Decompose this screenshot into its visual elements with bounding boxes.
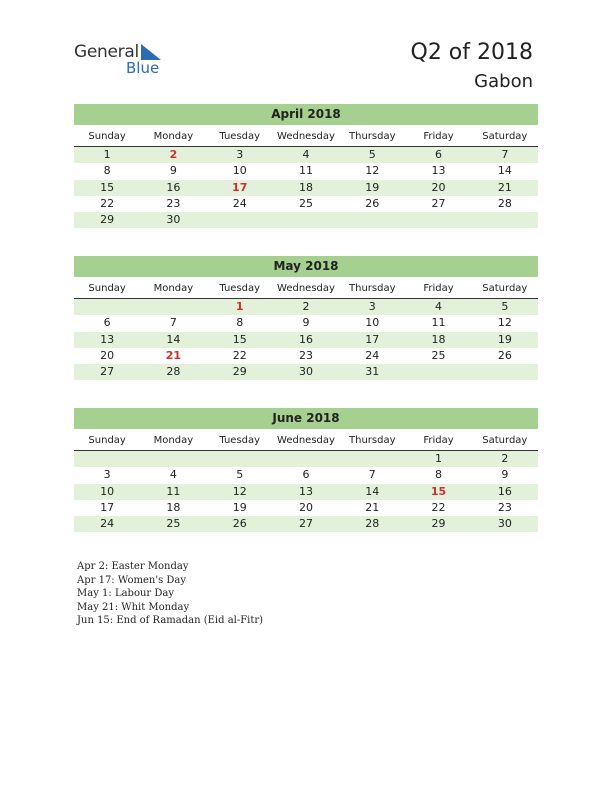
page-title: Q2 of 2018 [410,40,533,65]
day-cell: 5 [501,300,509,313]
month-header: May 2018 [74,256,538,277]
day-cell: 3 [368,300,376,313]
weekday-label: Wednesday [277,283,335,294]
holiday-day-cell: 2 [169,148,178,161]
day-cell: 12 [365,164,380,178]
day-cell: 17 [100,500,115,514]
day-cell: 26 [497,348,512,362]
day-cell: 28 [365,517,380,531]
holiday-day-cell: 17 [232,180,248,194]
day-cell: 14 [166,332,181,346]
day-cell: 23 [166,196,181,210]
day-cell: 11 [431,316,446,330]
day-cell: 14 [365,484,380,498]
logo [74,42,174,82]
day-cell: 7 [501,148,509,161]
day-cell: 16 [497,484,512,498]
day-cell: 8 [435,468,443,482]
day-cell: 18 [166,500,181,514]
week-row [74,364,538,380]
weekday-label: Thursday [349,435,396,446]
day-cell: 14 [497,164,512,178]
weekday-label: Wednesday [277,435,335,446]
day-cell: 9 [302,316,310,330]
month-header: April 2018 [74,104,538,125]
day-cell: 9 [169,164,177,178]
day-cell: 19 [365,180,380,194]
day-cell: 4 [169,468,177,482]
day-cell: 27 [431,196,446,210]
day-cell: 22 [100,196,115,210]
day-cell [273,451,339,467]
week-row [74,196,538,212]
day-cell: 2 [302,300,310,313]
day-cell: 15 [100,180,115,194]
day-cell: 11 [298,164,313,178]
day-cell: 4 [435,300,443,313]
day-cell: 17 [365,332,380,346]
day-cell: 13 [431,164,446,178]
month-calendar [74,408,538,532]
day-cell: 23 [497,500,512,514]
day-cell: 27 [298,517,313,531]
logo-general-text: General [74,42,139,62]
day-cell [472,364,538,380]
day-cell: 31 [365,365,380,379]
day-cell: 25 [431,348,446,362]
day-cell: 10 [365,316,380,330]
day-cell: 20 [100,348,115,362]
week-row [74,212,538,228]
day-cell [339,212,405,228]
weekday-label: Saturday [482,283,528,294]
week-row [74,180,538,196]
weekday-label: Sunday [88,435,126,446]
weekday-label: Thursday [349,283,396,294]
weekday-label: Sunday [88,131,126,142]
weekday-label: Tuesday [219,131,261,142]
week-row [74,516,538,532]
week-row [74,315,538,331]
weekday-label: Wednesday [277,131,335,142]
day-cell: 16 [166,180,181,194]
day-cell: 29 [232,365,247,379]
day-cell: 3 [236,148,244,161]
day-cell: 23 [298,348,313,362]
day-cell [405,364,471,380]
weekday-label: Monday [153,435,194,446]
weekday-label: Thursday [349,131,396,142]
week-row [74,467,538,483]
week-row [74,332,538,348]
day-cell: 28 [166,365,181,379]
day-cell: 8 [103,164,111,178]
holiday-day-cell: 1 [235,300,244,313]
day-cell: 25 [298,196,313,210]
day-cell: 15 [232,332,247,346]
day-cell: 27 [100,365,115,379]
day-cell: 5 [236,468,244,482]
day-cell [273,212,339,228]
day-cell: 10 [232,164,247,178]
day-cell: 3 [103,468,111,482]
day-cell: 6 [435,148,443,161]
day-cell: 25 [166,517,181,531]
day-cell: 19 [232,500,247,514]
day-cell: 21 [497,180,512,194]
month-header: June 2018 [74,408,538,429]
day-cell: 26 [365,196,380,210]
holiday-note: Apr 17: Women's Day [77,574,187,586]
month-calendar [74,256,538,380]
day-cell: 5 [368,148,376,161]
day-cell: 22 [431,500,446,514]
day-cell: 4 [302,148,310,161]
week-row [74,484,538,500]
day-cell: 11 [166,484,181,498]
day-cell: 28 [497,196,512,210]
day-cell [207,212,273,228]
day-cell: 6 [103,316,111,330]
holiday-day-cell: 21 [165,348,182,362]
holiday-note: Apr 2: Easter Monday [77,561,189,572]
weekday-label: Tuesday [219,435,261,446]
weekday-label: Saturday [482,131,528,142]
logo-triangle-icon [141,44,161,60]
weekday-label: Tuesday [219,283,261,294]
day-cell: 7 [368,468,376,482]
weekday-label: Friday [423,283,454,294]
weekday-label: Monday [153,131,194,142]
day-cell: 18 [431,332,446,346]
weekday-header-row [74,280,538,299]
weekday-label: Sunday [88,283,126,294]
day-cell: 19 [497,332,512,346]
day-cell [74,451,140,467]
holiday-note: Jun 15: End of Ramadan (Eid al-Fitr) [77,615,264,627]
day-cell: 1 [103,148,111,161]
day-cell: 6 [302,468,310,482]
day-cell: 24 [232,196,247,210]
day-cell: 18 [298,180,313,194]
day-cell: 8 [236,316,244,330]
day-cell: 9 [501,468,509,482]
weekday-header-row [74,432,538,451]
weekday-label: Friday [423,131,454,142]
day-cell: 12 [232,484,247,498]
day-cell: 26 [232,517,247,531]
week-row [74,451,538,467]
week-row [74,163,538,179]
day-cell: 20 [298,500,313,514]
country-name: Gabon [474,71,533,92]
day-cell: 30 [298,365,313,379]
weekday-label: Saturday [482,435,528,446]
week-row [74,348,538,364]
holiday-note: May 1: Labour Day [77,588,174,600]
day-cell [472,212,538,228]
day-cell: 20 [431,180,446,194]
day-cell [339,451,405,467]
day-cell: 29 [431,517,446,531]
week-row [74,299,538,315]
day-cell: 29 [100,213,115,227]
day-cell: 16 [298,332,313,346]
day-cell: 12 [497,316,512,330]
holiday-notes [77,560,263,628]
day-cell [405,212,471,228]
day-cell: 13 [298,484,313,498]
weekday-label: Friday [423,435,454,446]
holiday-day-cell: 15 [430,484,447,498]
day-cell: 22 [232,348,247,362]
day-cell [140,451,206,467]
day-cell: 1 [435,452,443,465]
holiday-note: May 21: Whit Monday [77,601,190,613]
month-calendar [74,104,538,228]
day-cell: 2 [501,452,509,465]
day-cell: 30 [497,517,512,531]
week-row [74,500,538,516]
day-cell: 30 [166,213,181,227]
day-cell: 24 [100,517,115,531]
day-cell: 13 [100,332,115,346]
day-cell: 10 [100,484,115,498]
day-cell [140,299,206,315]
weekday-header-row [74,128,538,147]
week-row [74,147,538,163]
day-cell: 7 [169,316,177,330]
logo-blue-text: Blue [126,59,160,77]
day-cell [74,299,140,315]
day-cell [207,451,273,467]
day-cell: 24 [365,348,380,362]
day-cell: 21 [365,500,380,514]
weekday-label: Monday [153,283,194,294]
